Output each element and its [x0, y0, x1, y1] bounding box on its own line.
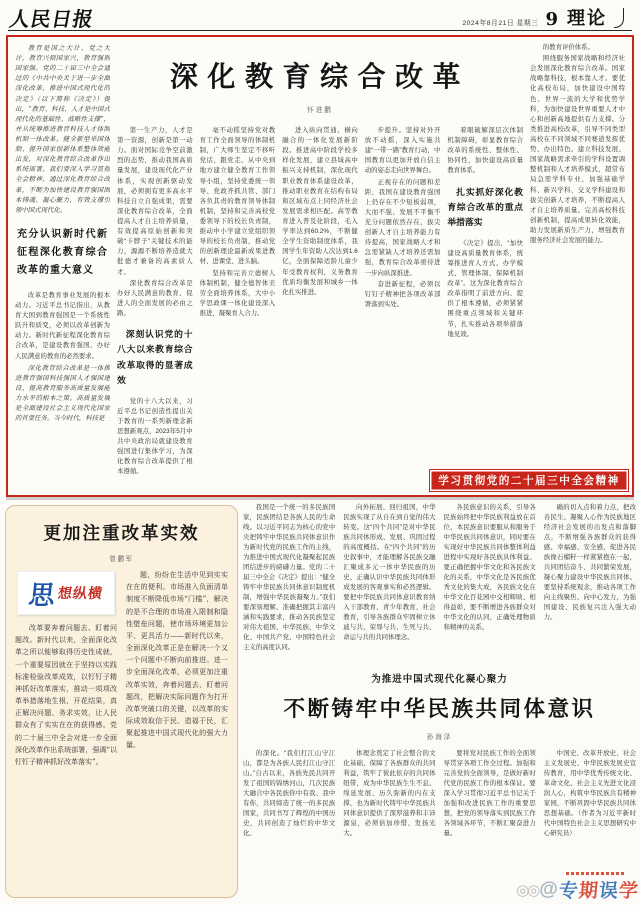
sx-body-columns — [15, 569, 228, 881]
education-author: 怀进鹏 — [307, 107, 333, 114]
watermark-circle-icons: ◎◎ — [516, 881, 539, 899]
masthead-rule — [8, 30, 632, 31]
at-icon: @ — [539, 878, 558, 900]
masthead-right — [462, 4, 624, 30]
education-column-1: 第一生产力，人才是第一资源，创新是第一动力。面对国际竞争空前激烈的态势，推动我国高质量发展，建设现代化产业体系，实现创新驱动发展，必须拥有更多高水平科技自立自强成果，需要深化教育综合改革，全面提高人才自主培养质量，有效提高原始创新和突破“卡脖子”关键技术的能力，源源不断培养造就大批德才兼备的高素质人才。 深化教育综合改革是办好人民满意的教育、促进人的全面发展的必由之路。 深刻认识党的十八大以来教育综合改革取得的显著成效 党的十八大以来，习近平总书记创造性提出关于教育的一系列新理念新思想新观点，2023年5月中共中央政治局就建设教育强国进行集体学习，为深化教育综合改革提供了根本遵循。 — [117, 127, 193, 476]
education-right-column: 的教育评价体系。 围绕服务国家战略和经济社会发展深化教育综合改革。国家战略靠科技，根本靠人才。要优化高校布局，加快建设中国特色、世界一流的大学和优势学科，为加快建设世界重要人才中心和创新高地提供有力支撑。分类推进高校改革，引导不同类型高校在不同领域不同赛道发挥优势、办出特色。建立科技发展、国家战略需求牵引的学科设置调整机制和人才培养模式，超常布局急需学科专业，加强基础学科、新兴学科、交叉学科建设和拔尖创新人才培养，不断提高人才自主培养质量。完善高校科技创新机制，提高成果转化效能，助力发展新质生产力，增强教育服务经济社会发展的能力。 — [530, 44, 625, 245]
education-column-3: 进入纵向贯通、横向融合的一体化发展新阶段。推进高中阶段学校多样化发展，建立县域高中振兴支持机制，深化现代职业教育体系建设改革，推动职业教育在结构布局和区域布点上同经济社会发展需求相匹配。高等教育进入普及化阶段，毛入学率达到60.2%，不断健全学生资助制度体系，我国学生年资助人次达到1.6亿，全面保障适龄儿童少年受教育权利，义务教育优质均衡发展和城乡一体化扎实推进。 — [282, 127, 358, 296]
education-body-columns — [117, 126, 523, 489]
sx-headline: 更加注重改革实效 — [43, 523, 200, 543]
article-national-community — [243, 503, 636, 905]
plenum-theme-banner: 学习贯彻党的二十届三中全会精神 — [430, 470, 628, 491]
section-name: 理论 — [567, 8, 607, 29]
sx-column-2: 题，纷纷在生活中见到实实在在的便利。市场准入负面清单制度不断降低市场“门槛”，解决的是不合理的市场准入限制和隐性壁垒问题，使市场环境更加公平、更具活力——新时代以来，全面深化改革正是在解决一个又一个问题中不断向前推进。进一步全面深化改革，必须更加注重改革实效，奔着问题去、盯着问题改，把解决实际问题作为打开改革突破口的关键，以改革的实际成效取信于民、造福于民，汇聚起推进中国式现代化的强大力量。 — [126, 571, 228, 750]
education-left-column — [15, 43, 110, 489]
mz-upper-col-4: 确的切入点和着力点，把改善民生、凝聚人心作为民族地区经济社会发展的出发点和落脚点，不断增强各族群众的获得感、幸福感、安全感，促进各民族像石榴籽一样紧紧抱在一起，共同团结奋斗、共同繁荣发展，凝心聚力建设中华民族共同体。要坚持系统观念，推动各项工作向主线聚焦、向中心发力，为强国建设、民族复兴注入强大动力。 — [543, 504, 636, 621]
mz-headline: 不断铸牢中华民族共同体意识 — [283, 697, 596, 722]
logo-rest: 想纵横 — [56, 586, 104, 602]
education-headline: 深化教育综合改革 — [169, 61, 471, 92]
article-education-reform — [6, 35, 634, 497]
mz-headline-block — [243, 661, 636, 749]
logo-char: 思 — [27, 580, 57, 611]
mz-lower-col-1: 的深化。“我们打江山守江山，都是为各族人民打江山守江山。”自古以来，各族先民共同开发了祖国的锦绣河山，几次民族大融合中各民族你中有我、我中有你，共同缔造了统一的多民族国家，共同书写了辉煌的中国历史，共同创造了灿烂的中华文化。 — [243, 750, 336, 837]
corner-bracket-decoration — [614, 8, 624, 28]
sx-author: 曾鹏军 — [109, 556, 134, 563]
page-number: 9 — [545, 9, 560, 30]
article-reform-effectiveness — [5, 505, 238, 898]
mz-upper-col-2: 向外拓展、回归祖国，中华民族实现了从自在到自觉的伟大转变。这“四个共同”是对中华民族共同体形成、发展、巩固过程的高度概括。在“四个共同”的历史叙事中，才能理解各民族交融汇聚成多元一体中华民族的历史，正确认识中华民族共同体形成发展的客观事实和必然逻辑。要把中华民族共同体意识教育纳入干部教育、青少年教育、社会教育，引导各族群众牢固树立休戚与共、荣辱与共、生死与共、命运与共的共同体理念。 — [343, 504, 436, 641]
masthead — [0, 0, 640, 30]
education-subhead-3: 扎实抓好深化教育综合改革的重点举措落实 — [447, 186, 523, 228]
mz-lower-col-2: 体理念奠定了社会整合的文化基础，保障了各族群众的共同利益，筑牢了彼此依存的共同体纽带，成为中华民族生生不息、绵延发展、历久弥新的内在支撑，也为新时代铸牢中华民族共同体意识提供了深厚滋养和丰沛源泉，必须倍加珍惜、发扬光大。 — [343, 750, 436, 837]
newspaper-brand: 人民日报 — [7, 7, 96, 31]
education-left-body: 改革是教育事业发展的根本动力。习近平总书记指出，从教育大国到教育强国是一个系统性跃升和质变，必须以改革创新为动力。新时代新征程深化教育综合改革，是建设教育强国、办好人民满意的教育的必然要求。 深化教育综合改革是一体推进教育强国科技强国人才强国建设、提高教育服务高质量发展能力水平的根本之策。高质量发展是全面建设社会主义现代化国家的首要任务。当今时代，科技是 — [15, 291, 110, 423]
education-main-area — [117, 43, 523, 489]
mz-author: 孙海泽 — [426, 734, 453, 741]
watermark-red-strip — [566, 872, 624, 875]
issue-date: 2024年8月21日 星期三 — [462, 20, 539, 27]
education-intro: 教育是国之大计、党之大计，教育兴则国家兴，教育强则国家强。党的二十届三中全会通过的《中共中央关于进一步全面深化改革、推进中国式现代化的决定》（以下简称《决定》）提出，“教育、科技、人才是中国式现代化的基础性、战略性支撑”，并从统筹推进教育科技人才体制机制一体改革、健全新型举国体制、提升国家创新体系整体效能出发，对深化教育综合改革作出系统部署。我们要深入学习贯彻全会精神，通过深化教育综合改革，不断为加快建设教育强国固本铸魂、凝心聚力，有效支撑引领中国式现代化。 — [15, 44, 110, 214]
sixiang-zongheng-column-logo — [17, 571, 115, 615]
education-column-2: 毫不动摇坚持党对教育工作全面领导的体制机制，广大师生坚定不移听党话、跟党走。从中央到地方建立健全教育工作领导小组，坚持党委统一领导、党政齐抓共管、部门各负其责的教育领导体制机制，坚持和完善高校党委领导下的校长负责制，推动中小学建立党组织领导的校长负责制，推动党的创新理论最新成果进教材、进课堂、进头脑。 坚持和完善立德树人体制机制，健全德智体美劳全面培养体系，大中小学思政课一体化建设深入推进，凝聚育人合力。 — [199, 127, 276, 317]
mz-upper-col-3: 各民族意识的关系，引导各民族始终把中华民族利益放在首位，本民族意识要服从和服务于中华民族共同体意识，同时要在实现好中华民族共同体整体利益进程中实现好各民族具体利益。要正确把握中华文化和各民族文化的关系，中华文化是各民族优秀文化的集大成，各民族文化在中华文化百花园中交相辉映、相得益彰，要不断增进各族群众对中华文化的认同，正确处理物质和精神的关系。 — [443, 504, 536, 631]
mz-upper-col-1: 我国是一个统一的多民族国家，民族团结是各族人民的生命线。以习近平同志为核心的党中央把铸牢中华民族共同体意识作为新时代党的民族工作的主线，为推进中国式现代化凝聚起民族团结进步的磅礴力量。党的二十届三中全会《决定》提出：“健全铸牢中华民族共同体意识制度机制，增强中华民族凝聚力。”我们要深刻理解、准确把握其丰富内涵和实践要求，推动各民族坚定对伟大祖国、中华民族、中华文化、中国共产党、中国特色社会主义的高度认同。 — [243, 504, 336, 651]
social-watermark: ◎◎ @ 专 期 误 学 — [516, 876, 638, 903]
education-column-4: 步提升。坚持对外开放不动摇，深入实施共建“一带一路”教育行动，中国教育以更加开放自信主动的姿态走向世界舞台。 正视存在的问题和差距，我国在建设教育强国上仍存在不少短板弱项，大而不强、发展不平衡不充分问题依然存在，拔尖创新人才自主培养能力有待提高，国家战略人才和急需紧缺人才培养还需加强，教育综合改革亟待进一步向纵深推进。 奋进新征程，必须以钉钉子精神把各项改革部署落到实处。 — [364, 127, 441, 308]
mz-kicker: 为推进中国式现代化凝心聚力 — [371, 674, 508, 685]
education-headline-block — [117, 43, 523, 120]
mz-lower-col-4: 中国史、改革开放史、社会主义发展史、中华民族发展史宣传教育，用中华优秀传统文化、革命文化、社会主义先进文化浸润人心，构筑中华民族共有精神家园，不断巩固中华民族共同体思想基础。（作者为习近平新时代中国特色社会主义思想研究中心研究员） — [543, 750, 636, 837]
sx-column-1: 思 想纵横 改革要奔着问题去、盯着问题改。新时代以来，全面深化改革之所以能够取得历史性成就，一个重要原因就在于坚持以实践标准检验改革成效，以钉钉子精神抓好改革落实，推动一项项改革举措落地生根、开花结果，真正解决问题、务求实效，让人民群众有了实实在在的获得感。党的二十届三中全会对进一步全面深化改革作出系统部署，强调“以钉钉子精神抓好改革落实”。 — [15, 569, 117, 881]
education-subhead-2: 深刻认识党的十八大以来教育综合改革取得的显著成效 — [117, 329, 193, 386]
education-subhead-1: 充分认识新时代新征程深化教育综合改革的重大意义 — [17, 228, 108, 276]
mz-upper-columns — [243, 503, 636, 661]
mz-lower-col-3: 要将党对民族工作的全面领导贯穿各项工作全过程。加强和完善党的全面领导，是做好新时代党的民族工作的根本保证。要深入学习贯彻习近平总书记关于加强和改进民族工作的重要思想，把党的领导落实到民族工作各领域各环节，不断汇聚奋进力量。 — [443, 750, 536, 837]
education-column-5: 着眼破解深层次体制机制障碍，彰显教育综合改革的系统性、整体性、协同性，加快建设高质量教育体系。 扎实抓好深化教育综合改革的重点举措落实 《决定》提出，“加快建设高质量教育体系，统筹推进育人方式、办学模式、管理体制、保障机制改革”。这为深化教育综合改革指明了前进方向、提供了根本遵循，必须紧紧围绕重点领域和关键环节，扎实推动各项举措落地见效。 — [447, 127, 523, 338]
